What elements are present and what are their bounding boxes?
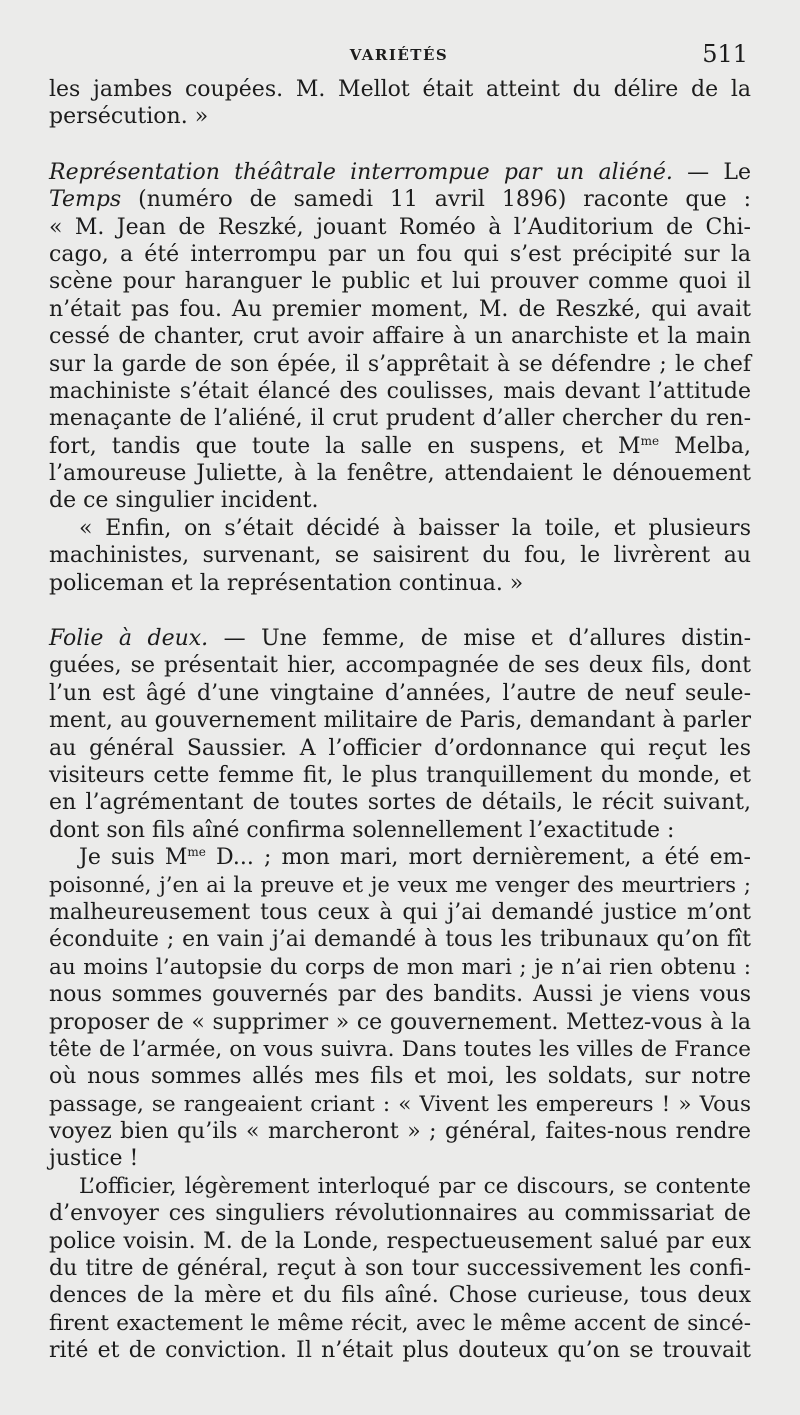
text-line: visiteurs cette femme fit, le plus tranquillement du monde, et <box>49 762 751 788</box>
text-line: Représentation théâtrale interrompue par un aliéné. — Le <box>49 159 751 185</box>
text-line: machinistes, survenant, se saisirent du fou, le livrèrent au <box>49 543 751 569</box>
section-title: Représentation théâtrale interrompue par un aliéné. <box>49 159 673 185</box>
text-line: Je suis $M^{me}$ D... ; mon mari, mort dernièrement, a été em- <box>79 845 751 871</box>
text-line: de ce singulier incident. <box>49 488 319 514</box>
text-line: justice ! <box>49 1146 139 1172</box>
text-line: l’un est âgé d’une vingtaine d’années, l’autre de neuf seule- <box>49 680 751 706</box>
text-line: l’amoureuse Juliette, à la fenêtre, attendaient le dénouement <box>49 461 751 487</box>
text-line: dences de la mère et du fils aîné. Chose curieuse, tous deux <box>49 1283 751 1309</box>
paragraph-folie-a-deux <box>49 625 751 844</box>
text-line: du titre de général, reçut à son tour successivement les confi- <box>49 1256 751 1282</box>
text-line: police voisin. M. de la Londe, respectueusement salué par eux <box>49 1228 751 1254</box>
text-line: fort, tandis que toute la salle en suspens, et $M^{me}$ Melba, <box>49 433 751 459</box>
text-line: policeman et la représentation continua. » <box>49 570 524 596</box>
text-line: Temps (numéro de samedi 11 avril 1896) raconte que : <box>49 187 751 213</box>
text-line: Folie à deux. — Une femme, de mise et d’allures distin- <box>49 626 751 652</box>
paragraph-enfin <box>49 515 751 597</box>
running-head: VARIÉTÉS <box>349 46 449 64</box>
text-line: scène pour haranguer le public et lui prouver comme quoi il <box>49 269 751 295</box>
text-line: cessé de chanter, crut avoir affaire à un anarchiste et la main <box>49 324 751 350</box>
text-line: malheureusement tous ceux à qui j’ai demandé justice m’ont <box>49 899 751 925</box>
page-header <box>50 40 748 74</box>
text-line: dont son fils aîné confirma solennellement l’exactitude : <box>49 817 675 843</box>
text-line: machiniste s’était élancé des coulisses, mais devant l’attitude <box>49 378 751 404</box>
text-line: guées, se présentait hier, accompagnée de ses deux fils, dont <box>49 653 751 679</box>
paragraph-officier <box>49 1173 751 1365</box>
text-line: persécution. » <box>49 104 209 130</box>
paragraph-representation-theatrale <box>49 159 751 515</box>
text-line: où nous sommes allés mes fils et moi, les soldats, sur notre <box>49 1064 751 1090</box>
text-line: passage, se rangeaient criant : « Vivent les empereurs ! » Vous <box>49 1091 751 1117</box>
text-line: d’envoyer ces singuliers révolutionnaires au commissariat de <box>49 1201 751 1227</box>
journal-name: Temps <box>49 187 122 213</box>
text-line: « M. Jean de Reszké, jouant Roméo à l’Auditorium de Chi- <box>49 214 751 240</box>
text-line: L’officier, légèrement interloqué par ce discours, se contente <box>79 1173 751 1199</box>
text-line: au moins l’autopsie du corps de mon mari ; je n’ai rien obtenu : <box>49 954 751 980</box>
text-line: « Enfin, on s’était décidé à baisser la toile, et plusieurs <box>79 515 751 541</box>
text-line: nous sommes gouvernés par des bandits. Aussi je viens vous <box>49 982 751 1008</box>
text-line: poisonné, j’en ai la preuve et je veux me venger des meurtriers ; <box>49 872 751 897</box>
section-title: Folie à deux. <box>49 626 209 652</box>
text-line: menaçante de l’aliéné, il crut prudent d’aller chercher du ren- <box>49 406 751 432</box>
text-line: les jambes coupées. M. Mellot était atteint du délire de la <box>49 77 751 102</box>
body-text <box>49 76 751 1365</box>
text-line: rité et de conviction. Il n’était plus douteux qu’on se trouvait <box>49 1338 751 1364</box>
text-line: au général Saussier. A l’officier d’ordonnance qui reçut les <box>49 735 751 761</box>
text-line: ment, au gouvernement militaire de Paris, demandant à parler <box>49 708 751 734</box>
text-line: tête de l’armée, on vous suivra. Dans toutes les villes de France <box>49 1036 751 1062</box>
text-line: firent exactement le même récit, avec le même accent de sincé- <box>49 1310 751 1336</box>
text-line: éconduite ; en vain j’ai demandé à tous les tribunaux qu’on fît <box>49 927 751 953</box>
text-line: en l’agrémentant de toutes sortes de détails, le récit suivant, <box>49 790 751 816</box>
text-line: n’était pas fou. Au premier moment, M. de Reszké, qui avait <box>49 296 751 322</box>
paragraph-continuation <box>49 76 751 131</box>
text-line: cago, a été interrompu par un fou qui s’est précipité sur la <box>49 241 751 267</box>
text-line: proposer de « supprimer » ce gouvernement. Mettez-vous à la <box>49 1009 751 1035</box>
text-line: voyez bien qu’ils « marcheront » ; général, faites-nous rendre <box>49 1119 751 1145</box>
paragraph-je-suis <box>49 844 751 1173</box>
text-line: sur la garde de son épée, il s’apprêtait à se défendre ; le chef <box>49 351 751 377</box>
page-number: 511 <box>702 40 748 68</box>
